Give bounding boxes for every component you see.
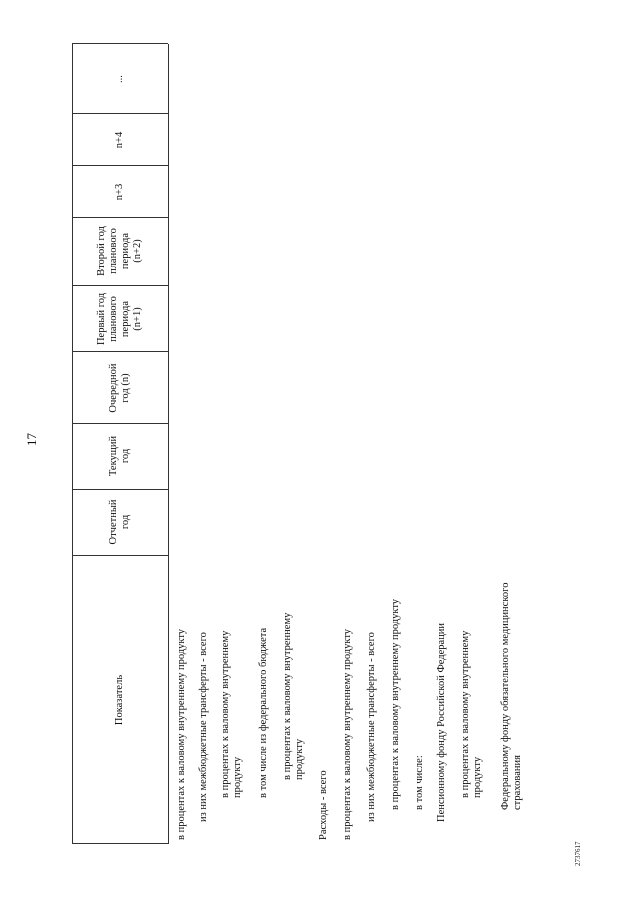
column-divider <box>72 489 168 490</box>
table-row: в процентах к валовому внутреннему продукту <box>342 628 353 840</box>
page-number: 17 <box>24 433 39 446</box>
table-row: в процентах к валовому внутреннему продукту <box>220 630 243 798</box>
table-row: Федеральному фонду обязательного медицинского страхования <box>500 582 523 810</box>
table-row: в том числе: <box>414 755 425 810</box>
table-row: в процентах к валовому внутреннему продукту <box>176 628 187 840</box>
table-right-border <box>72 43 168 44</box>
column-divider <box>72 217 168 218</box>
header-plan-year-2: Второй год планового периода (n+2) <box>96 226 143 276</box>
table-row: в процентах к валовому внутреннему продукту <box>460 630 483 798</box>
header-n-plus-3: n+3 <box>114 183 125 201</box>
header-ellipsis: ... <box>114 75 125 83</box>
table-row: из них межбюджетные трансферты - всего <box>198 632 209 822</box>
table-row: в процентах к валовому внутреннему продукту <box>282 612 305 780</box>
column-divider <box>72 351 168 352</box>
header-indicator: Показатель <box>114 674 125 726</box>
header-reporting-year: Отчетный год <box>108 499 131 545</box>
header-bottom-border <box>168 44 169 844</box>
document-code: 2737617 <box>574 841 582 866</box>
table-row: в процентах к валовому внутреннему продукту <box>390 598 401 810</box>
header-next-year: Очередной год (n) <box>108 363 131 413</box>
rotated-document-page <box>20 10 600 870</box>
table-row: из них межбюджетные трансферты - всего <box>366 632 377 822</box>
column-divider <box>72 285 168 286</box>
table-row: Пенсионному фонду Российской Федерации <box>436 622 447 822</box>
header-current-year: Текущий год <box>108 435 131 477</box>
table-row: в том числе из федерального бюджета <box>258 627 269 798</box>
table-row: Расходы - всего <box>318 770 329 840</box>
header-n-plus-4: n+4 <box>114 131 125 149</box>
column-divider <box>72 423 168 424</box>
header-plan-year-1: Первый год планового периода (n+1) <box>96 292 143 346</box>
column-divider <box>72 113 168 114</box>
column-divider <box>72 165 168 166</box>
